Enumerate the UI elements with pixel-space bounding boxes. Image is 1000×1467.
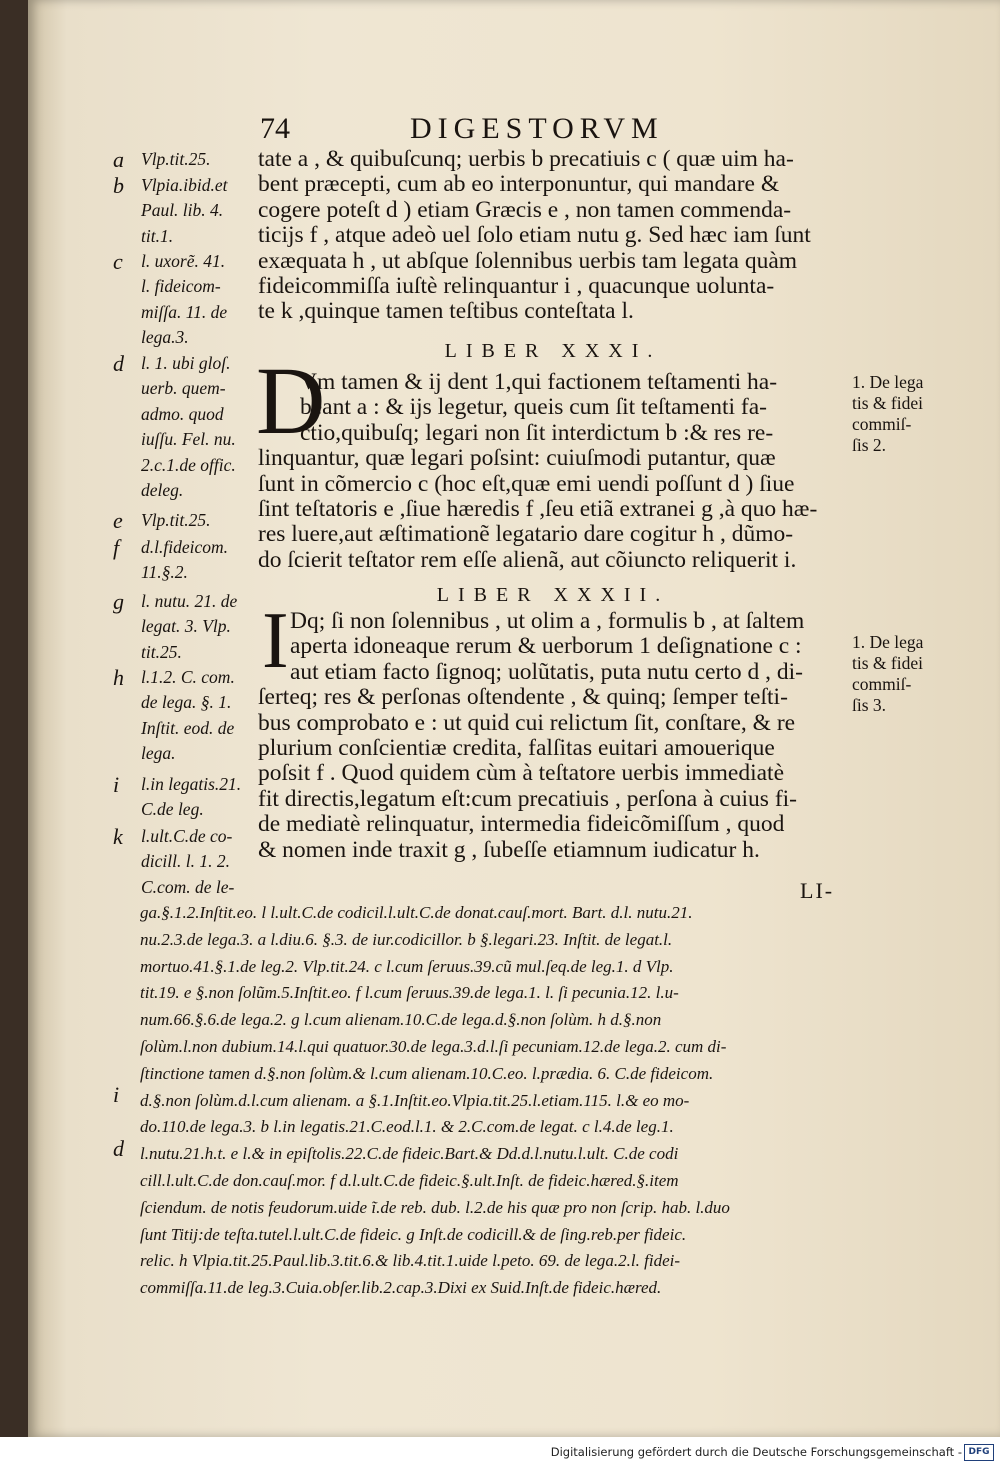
text-line: Vm tamen & ij dent 1,qui factionem teſtamenti ha- [300, 369, 778, 395]
drop-cap-d: D [256, 347, 326, 454]
text-line: plurium conſcientiæ credita, falſitas euitari amouerique [258, 734, 775, 761]
footnote-line: relic. h Vlpia.tit.25.Paul.lib.3.tit.6.& lib.4.tit.1.uide l.peto. 69. de lega.2.l. fidei- [140, 1251, 681, 1271]
text-line: aperta idoneaque rerum & uerborum 1 deſignatione c : [290, 633, 802, 660]
text-line: ticijs f , atque adeò uel ſolo etiam nutu g. Sed hæc iam ſunt [258, 222, 811, 249]
text-line: linquantur, quæ legari poſsint: cuiuſmodi putantur, quæ [258, 445, 776, 472]
margin-note-i [113, 772, 253, 823]
note-line: Paul. lib. 4. [141, 200, 224, 221]
footnote-line: ſtinctione tamen d.§.non ſolùm.& l.cum alienam.10.C.eo. l.prædia. 6. C.de fideicom. [140, 1063, 714, 1083]
text-line: bus comprobato e : ut quid cui relictum ſit, conſtare, & re [258, 709, 796, 736]
running-title: DIGESTORVM [410, 112, 664, 145]
note-line: l. fideicom- [141, 276, 221, 297]
footnote-line: ſolùm.l.non dubium.14.l.qui quatuor.30.de lega.3.d.l.ſi pecuniam.12.de lega.2. cum di- [140, 1036, 727, 1056]
note-line: l. 1. ubi gloſ. [141, 353, 231, 373]
note-line: 1. De lega [852, 632, 924, 652]
note-line: tis & fidei [852, 653, 923, 673]
text-line: exæquata h , ut abſque ſolennibus uerbis tam legata quàm [258, 247, 798, 274]
note-letter: b [113, 173, 124, 198]
digitization-footer [0, 1437, 1000, 1467]
note-line: 2.c.1.de offic. [141, 454, 236, 475]
note-line: iuſſu. Fel. nu. [141, 429, 236, 450]
liber-xxxii-text [258, 609, 848, 863]
note-line: miſſa. 11. de [141, 301, 228, 322]
note-letter: e [113, 508, 123, 533]
footnote-line: l.nutu.21.h.t. e l.& in epiſtolis.22.C.de fideic.Bart.& Dd.d.l.nutu.l.ult. C.de codi [140, 1144, 679, 1164]
note-line: d.l.fideicom. [141, 537, 228, 557]
note-line: l.ult.C.de co- [141, 826, 233, 846]
footnote-line: tit.19. e §.non ſolũm.5.Inſtit.eo. f l.cum ſeruus.39.de lega.1. l. ſi pecunia.12. l.u- [140, 983, 679, 1003]
note-line: Vlp.tit.25. [141, 510, 211, 530]
footnotes [140, 900, 850, 1302]
note-line: Vlp.tit.25. [141, 149, 211, 169]
note-line: tit.1. [141, 225, 174, 246]
note-line: commiſ- [852, 674, 912, 694]
note-line: C.com. de le- [141, 876, 235, 897]
note-line: l.1.2. C. com. [141, 667, 235, 687]
text-line: aut etiam facto ſignoq; uolũtatis, puta nutu certo d , di- [290, 658, 803, 685]
book-spine-shadow [0, 0, 28, 1437]
note-line: dicill. l. 1. 2. [141, 851, 230, 872]
text-line: ſerteq; res & perſonas oſtendente , & quinq; ſemper teſti- [258, 684, 788, 711]
note-letter: g [113, 589, 124, 614]
note-letter: c [113, 249, 123, 274]
footnote-line: nu.2.3.de lega.3. a l.diu.6. §.3. de iur.codicillor. b §.legari.23. Inſtit. de legat.l. [140, 929, 673, 949]
catchword: LI- [800, 878, 835, 903]
text-line: beant a : & ijs legetur, queis cum ſit teſtamenti fa- [300, 394, 767, 421]
margin-note-c [113, 249, 253, 351]
text-line: fideicommiſſa iuſtè relinquantur i , quacunque uolunta- [258, 272, 775, 299]
note-line: l. nutu. 21. de [141, 591, 238, 611]
footnote-line: ga.§.1.2.Inſtit.eo. l l.ult.C.de codicil.l.ult.C.de donat.cauſ.mort. Bart. d.l. nutu.21. [140, 903, 693, 922]
text-line: te k ,quinque tamen teſtibus conteſtata l. [258, 298, 634, 325]
note-letter: f [113, 535, 120, 560]
margin-note-g [113, 589, 253, 665]
margin-note-a [113, 147, 253, 172]
funding-credit: Digitalisierung gefördert durch die Deutsche Forschungsgemeinschaft - [550, 1445, 962, 1459]
note-line: de lega. §. 1. [141, 692, 232, 713]
drop-cap-i: I [262, 597, 289, 685]
note-line: l.in legatis.21. [141, 774, 242, 794]
note-line: l. uxorẽ. 41. [141, 251, 226, 271]
footnote-marker: i [113, 1082, 120, 1107]
footnote-line: do.110.de lega.3. b l.in legatis.21.C.eod.l.1. & 2.C.com.de legat. c l.4.de leg.1. [140, 1117, 674, 1137]
note-letter: d [113, 351, 124, 376]
note-line: Inſtit. eod. de [141, 717, 235, 738]
footnote-line: ſciendum. de notis feudorum.uide ĩ.de reb. dub. l.2.de his quæ pro non ſcrip. hab. l.duo [140, 1197, 730, 1217]
footnote-line: d.§.non ſolùm.d.l.cum alienam. a §.1.Inſtit.eo.Vlpia.tit.25.l.etiam.115. l.& eo mo- [140, 1090, 690, 1110]
text-line: res luere,aut æſtimationẽ legatario dare cogitur h , dũmo- [258, 521, 794, 548]
note-line: C.de leg. [141, 799, 204, 820]
margin-note-e [113, 508, 253, 533]
text-line: ſunt in cõmercio c (hoc eſt,quæ emi uendi poſſunt d ) ſiue [258, 470, 795, 497]
footnote-line: cill.l.ult.C.de don.cauſ.mor. f d.l.ult.C.de fideic.§.ult.Inſt. de fideic.hæred.§.item [140, 1170, 679, 1190]
section-heading-liber-xxxi: LIBER XXXI. [444, 340, 662, 362]
margin-note-h [113, 665, 253, 767]
note-letter: k [113, 824, 123, 849]
page-number: 74 [260, 112, 290, 145]
main-text-top [258, 147, 848, 325]
note-line: 11.§.2. [141, 562, 188, 583]
note-line: tis & fidei [852, 393, 923, 413]
right-margin-note-1 [852, 372, 962, 456]
text-line: ctio,quibuſq; legari non ſit interdictum b :& res re- [300, 419, 774, 446]
text-line: bent præcepti, cum ab eo interponuntur, qui mandare & [258, 171, 780, 198]
note-line: 1. De lega [852, 372, 924, 392]
text-line: & nomen inde traxit g , ſubeſſe etiamnum iudicatur h. [258, 836, 760, 863]
margin-note-d [113, 351, 253, 503]
footnote-marker: d [113, 1136, 124, 1161]
section-heading-liber-xxxii: LIBER XXXII. [436, 584, 670, 606]
dfg-logo-text: DFG [968, 1447, 990, 1457]
note-line: deleg. [141, 480, 184, 501]
note-line: ſis 2. [852, 435, 887, 455]
note-line: Vlpia.ibid.et [141, 175, 228, 195]
text-line: de mediatè relinquatur, intermedia fideicõmiſſum , quod [258, 811, 785, 838]
note-line: legat. 3. Vlp. [141, 616, 231, 637]
footnote-line: commiſſa.11.de leg.3.Cuia.obſer.lib.2.cap.3.Dixi ex Suid.Inſt.de fideic.hæred. [140, 1278, 662, 1298]
text-line: tate a , & quibuſcunq; uerbis b precatiuis c ( quæ uim ha- [258, 146, 794, 172]
margin-note-f [113, 535, 253, 586]
text-line: poſsit f . Quod quidem cùm à teſtatore uerbis immediatè [258, 760, 785, 787]
note-letter: i [113, 772, 120, 797]
note-line: ſis 3. [852, 695, 887, 715]
note-line: lega. [141, 743, 176, 764]
text-line: do ſcierit teſtator rem eſſe alienã, aut cõiuncto reliquerit i. [258, 546, 797, 573]
note-line: commiſ- [852, 414, 912, 434]
text-line: cogere poteſt d ) etiam Græcis e , non tamen commenda- [258, 196, 792, 223]
right-margin-note-2 [852, 632, 962, 716]
footnote-line: ſunt Titij:de teſta.tutel.l.ult.C.de fideic. g Inſt.de codicill.& de ſing.reb.per fideic. [140, 1224, 687, 1244]
text-line: fit directis,legatum eſt:cum precatiuis , perſona à cuius fi- [258, 785, 798, 812]
dfg-logo [964, 1444, 994, 1461]
footnote-line: num.66.§.6.de lega.2. g l.cum alienam.10.C.de lega.d.§.non ſolùm. h d.§.non [140, 1010, 662, 1030]
note-line: admo. quod [141, 403, 224, 424]
text-line: Dq; ſi non ſolennibus , ut olim a , formulis b , at ſaltem [290, 608, 805, 634]
footnote-line: mortuo.41.§.1.de leg.2. Vlp.tit.24. c l.cum ſeruus.39.cũ mul.ſeq.de leg.1. d Vlp. [140, 956, 674, 976]
note-line: uerb. quem- [141, 378, 226, 399]
liber-xxxi-text [258, 370, 848, 573]
note-letter: h [113, 665, 124, 690]
margin-note-k [113, 824, 253, 900]
note-letter: a [113, 147, 124, 172]
note-line: tit.25. [141, 641, 182, 662]
note-line: lega.3. [141, 327, 189, 348]
text-line: ſint teſtatoris e ,ſiue hæredis f ,ſeu etiã extranei g ,à quo hæ- [258, 495, 818, 522]
margin-note-b [113, 173, 253, 249]
